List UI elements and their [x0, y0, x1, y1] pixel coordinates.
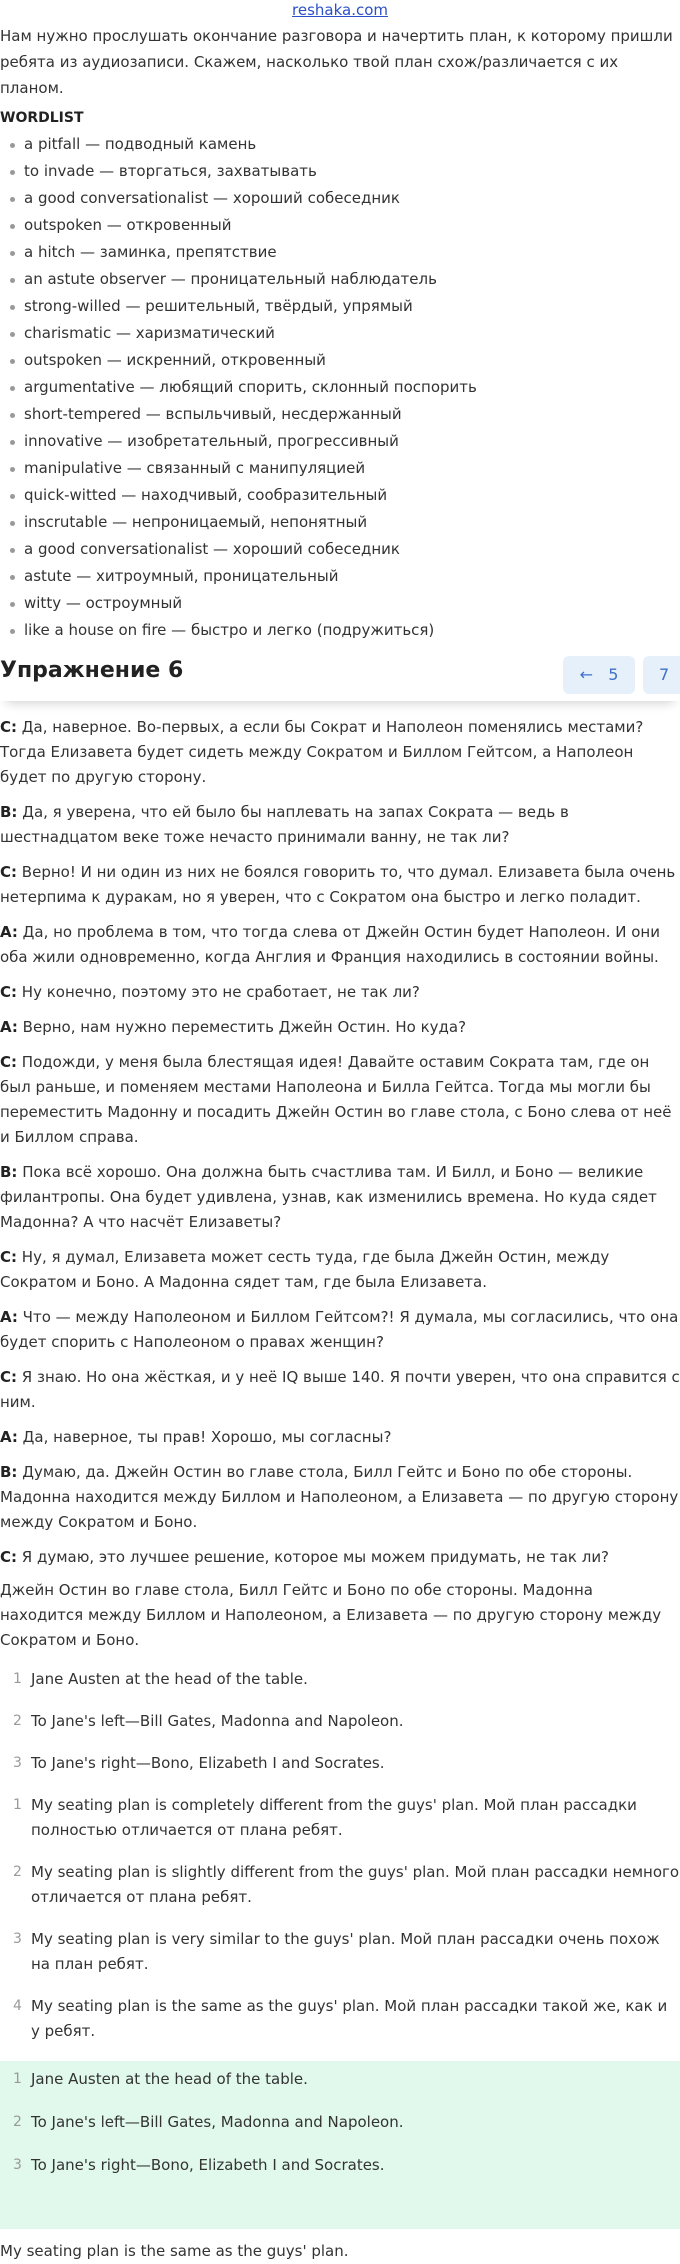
- plan-list: [0, 1667, 680, 1776]
- speaker-label: C:: [0, 983, 18, 1001]
- wordlist-item: outspoken — откровенный: [0, 212, 680, 239]
- dialogue-line: [0, 1425, 680, 1450]
- wordlist-item: outspoken — искренний, откровенный: [0, 347, 680, 374]
- wordlist: [0, 131, 680, 644]
- dialogue-text: Верно, нам нужно переместить Джейн Остин. Но куда?: [22, 1018, 467, 1036]
- item-number: 3: [13, 1931, 22, 1947]
- comparison-item: [0, 1793, 680, 1843]
- item-text: Jane Austen at the head of the table.: [31, 2070, 308, 2088]
- speaker-label: C:: [0, 1248, 18, 1266]
- item-text: Jane Austen at the head of the table.: [31, 1670, 308, 1688]
- item-number: 2: [13, 1713, 22, 1729]
- wordlist-item: astute — хитроумный, проницательный: [0, 563, 680, 590]
- dialogue-line: [0, 1460, 680, 1535]
- item-number: 3: [13, 2157, 22, 2173]
- speaker-label: A:: [0, 1018, 18, 1036]
- dialogue-text: Да, но проблема в том, что тогда слева от Джейн Остин будет Наполеон. И они оба жили одновременно, когда Англия и Франция находились в состоянии войны.: [0, 923, 660, 966]
- dialogue-line: [0, 715, 680, 790]
- item-text: To Jane's left—Bill Gates, Madonna and Napoleon.: [31, 1712, 404, 1730]
- answer-item: [0, 2067, 680, 2092]
- wordlist-item: a good conversationalist — хороший собеседник: [0, 185, 680, 212]
- dialogue-text: Что — между Наполеоном и Биллом Гейтсом?! Я думала, мы согласились, что она будет спорить с Наполеоном о правах женщин?: [0, 1308, 679, 1351]
- item-text: My seating plan is very similar to the guys' plan. Мой план рассадки очень похож на план ребят.: [31, 1930, 660, 1973]
- answer-box: [0, 2061, 680, 2229]
- exercise-title: Упражнение 6: [0, 658, 184, 683]
- dialogue-text: Да, наверное. Во-первых, а если бы Сократ и Наполеон поменялись местами? Тогда Елизавета будет сидеть между Сократом и Биллом Гейтсом, а Наполеон будет по другую сторону.: [0, 718, 644, 786]
- item-text: To Jane's left—Bill Gates, Madonna and Napoleon.: [31, 2113, 404, 2131]
- dialogue-text: Ну, я думал, Елизавета может сесть туда, где была Джейн Остин, между Сократом и Боно. А Мадонна сядет там, где была Елизавета.: [0, 1248, 610, 1291]
- dialogue-text: Верно! И ни один из них не боялся говорить то, что думал. Елизавета была очень нетерпима к дуракам, но я уверен, что с Сократом она быстро и легко поладит.: [0, 863, 676, 906]
- dialogue-text: Пока всё хорошо. Она должна быть счастлива там. И Билл, и Боно — великие филантропы. Она будет удивлена, узнав, как изменились времена. Но куда сядет Мадонна? А что насчёт Елизаветы?: [0, 1163, 657, 1231]
- dialogue-text: Ну конечно, поэтому это не сработает, не так ли?: [21, 983, 420, 1001]
- wordlist-item: short-tempered — вспыльчивый, несдержанный: [0, 401, 680, 428]
- comparison-item: [0, 1927, 680, 1977]
- next-exercise-label: 7: [659, 665, 670, 684]
- dialogue-line: [0, 1015, 680, 1040]
- item-text: My seating plan is slightly different from the guys' plan. Мой план рассадки немного отличается от плана ребят.: [31, 1863, 680, 1906]
- speaker-label: C:: [0, 863, 18, 881]
- speaker-label: C:: [0, 718, 18, 736]
- answer-item: [0, 2110, 680, 2135]
- dialogue-line: [0, 1545, 680, 1570]
- dialogue-text: Подожди, у меня была блестящая идея! Давайте оставим Сократа там, где он был раньше, и поменяем местами Наполеона и Билла Гейтса. Тогда мы могли бы переместить Мадонну и посадить Джейн Остин во главе стола, с Боно слева от неё и Биллом справа.: [0, 1053, 672, 1146]
- wordlist-item: like a house on fire — быстро и легко (подружиться): [0, 617, 680, 644]
- speaker-label: B:: [0, 1463, 18, 1481]
- item-text: My seating plan is the same as the guys' plan. Мой план рассадки такой же, как и у ребят.: [31, 1997, 668, 2040]
- dialogue-line: [0, 1305, 680, 1355]
- dialogue-line: [0, 800, 680, 850]
- dialogue-text: Я думаю, это лучшее решение, которое мы можем придумать, не так ли?: [21, 1548, 610, 1566]
- item-text: To Jane's right—Bono, Elizabeth I and Socrates.: [31, 1754, 385, 1772]
- comparison-list: [0, 1793, 680, 2044]
- answer-item: [0, 2153, 680, 2178]
- prev-exercise-label: 5: [608, 665, 619, 684]
- dialogue-text: Да, наверное, ты прав! Хорошо, мы согласны?: [22, 1428, 392, 1446]
- speaker-label: C:: [0, 1368, 18, 1386]
- plan-item: [0, 1709, 680, 1734]
- item-text: My seating plan is completely different from the guys' plan. Мой план рассадки полностью отличается от плана ребят.: [31, 1796, 637, 1839]
- item-number: 1: [13, 1797, 22, 1813]
- speaker-label: A:: [0, 1308, 18, 1326]
- plan-summary: Джейн Остин во главе стола, Билл Гейтс и Боно по обе стороны. Мадонна находится между Биллом и Наполеоном, а Елизавета — по другую сторону между Сократом и Боно.: [0, 1581, 662, 1649]
- wordlist-item: inscrutable — непроницаемый, непонятный: [0, 509, 680, 536]
- exercise-header: [0, 645, 680, 701]
- next-exercise-button[interactable]: [643, 656, 680, 694]
- speaker-label: C:: [0, 1548, 18, 1566]
- dialogue-line: [0, 920, 680, 970]
- wordlist-item: strong-willed — решительный, твёрдый, упрямый: [0, 293, 680, 320]
- site-link[interactable]: reshaka.com: [292, 1, 388, 19]
- dialogue-line: [0, 980, 680, 1005]
- wordlist-item: charismatic — харизматический: [0, 320, 680, 347]
- comparison-item: [0, 1860, 680, 1910]
- wordlist-item: a good conversationalist — хороший собеседник: [0, 536, 680, 563]
- wordlist-item: witty — остроумный: [0, 590, 680, 617]
- item-number: 1: [13, 1671, 22, 1687]
- intro-text: Нам нужно прослушать окончание разговора и начертить план, к которому пришли ребята из аудиозаписи. Скажем, насколько твой план схож/различается с их планом.: [0, 27, 673, 97]
- dialogue-text: Я знаю. Но она жёсткая, и у неё IQ выше 140. Я почти уверен, что она справится с ним.: [0, 1368, 680, 1411]
- speaker-label: C:: [0, 1053, 18, 1071]
- item-number: 3: [13, 1755, 22, 1771]
- answer-list: [0, 2067, 680, 2178]
- dialogue-line: [0, 860, 680, 910]
- wordlist-item: manipulative — связанный с манипуляцией: [0, 455, 680, 482]
- item-text: To Jane's right—Bono, Elizabeth I and Socrates.: [31, 2156, 385, 2174]
- dialogue: [0, 715, 680, 1570]
- wordlist-item: an astute observer — проницательный наблюдатель: [0, 266, 680, 293]
- speaker-label: B:: [0, 803, 18, 821]
- dialogue-line: [0, 1365, 680, 1415]
- item-number: 1: [13, 2071, 22, 2087]
- item-number: 2: [13, 1864, 22, 1880]
- dialogue-line: [0, 1050, 680, 1150]
- dialogue-text: Думаю, да. Джейн Остин во главе стола, Билл Гейтс и Боно по обе стороны. Мадонна находится между Биллом и Наполеоном, а Елизавета — по другую сторону между Сократом и Боно.: [0, 1463, 679, 1531]
- wordlist-item: argumentative — любящий спорить, склонный поспорить: [0, 374, 680, 401]
- item-number: 2: [13, 2114, 22, 2130]
- dialogue-line: [0, 1245, 680, 1295]
- speaker-label: B:: [0, 1163, 18, 1181]
- arrow-left-icon: ←: [579, 665, 593, 684]
- dialogue-text: Да, я уверена, что ей было бы наплевать на запах Сократа — ведь в шестнадцатом веке тоже нечасто принимали ванну, не так ли?: [0, 803, 569, 846]
- prev-exercise-button[interactable]: [563, 656, 635, 694]
- answer-conclusion: My seating plan is the same as the guys' plan.: [0, 2242, 349, 2260]
- wordlist-item: quick-witted — находчивый, сообразительный: [0, 482, 680, 509]
- speaker-label: A:: [0, 1428, 18, 1446]
- wordlist-item: innovative — изобретательный, прогрессивный: [0, 428, 680, 455]
- wordlist-item: a pitfall — подводный камень: [0, 131, 680, 158]
- wordlist-item: to invade — вторгаться, захватывать: [0, 158, 680, 185]
- wordlist-item: a hitch — заминка, препятствие: [0, 239, 680, 266]
- comparison-item: [0, 1994, 680, 2044]
- plan-item: [0, 1667, 680, 1692]
- plan-item: [0, 1751, 680, 1776]
- speaker-label: A:: [0, 923, 18, 941]
- wordlist-title: WORDLIST: [0, 110, 84, 126]
- item-number: 4: [13, 1998, 22, 2014]
- dialogue-line: [0, 1160, 680, 1235]
